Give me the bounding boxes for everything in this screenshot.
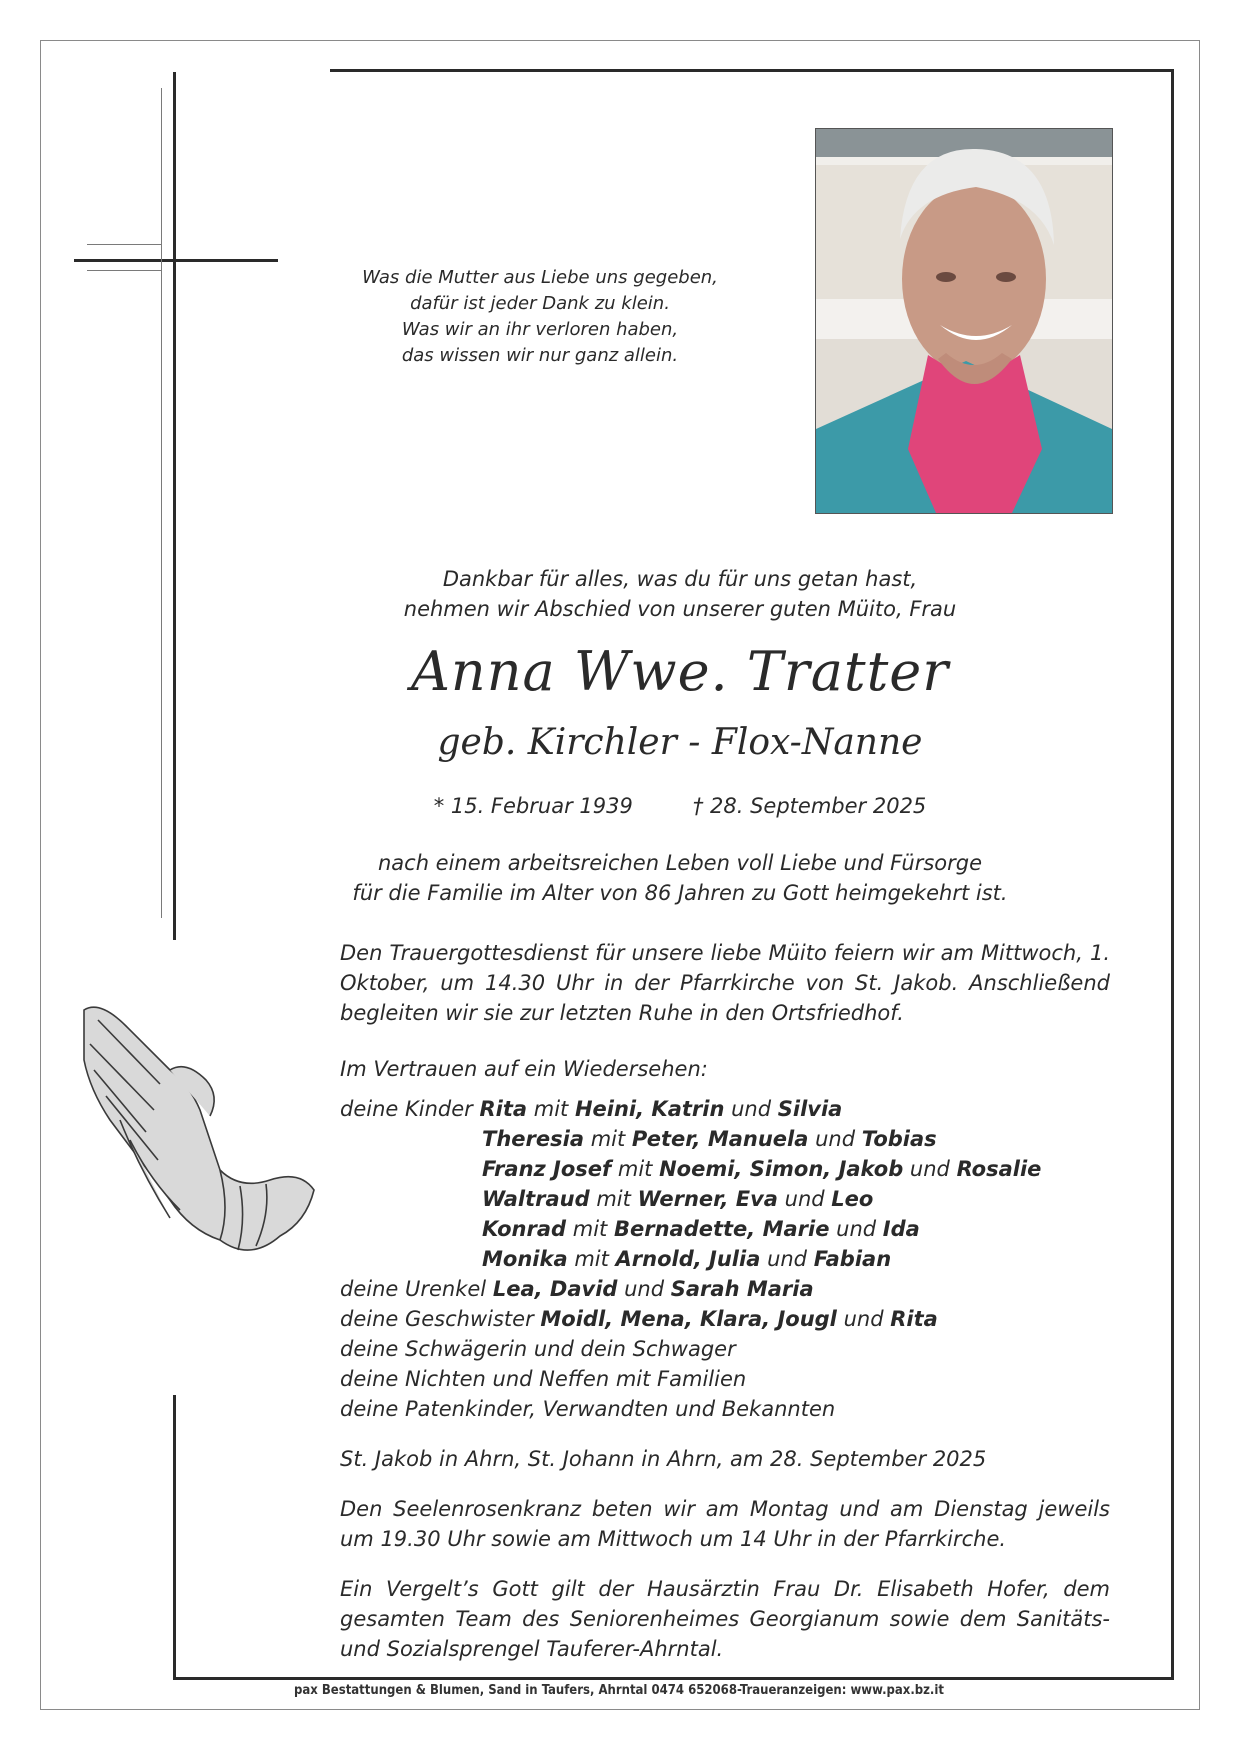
family-kids-row (482, 1214, 920, 1244)
life-summary (340, 848, 1020, 908)
grandkids-names: Peter, Manuela (631, 1127, 809, 1151)
intro-line: nehmen wir Abschied von unserer guten Müito, Frau (403, 597, 957, 621)
with-word: mit (572, 1217, 608, 1241)
rosary-text: Den Seelenrosenkranz beten wir am Montag und am Dienstag jeweils um 19.30 Uhr sowie am Mittwoch um 14 Uhr in der Pfarrkirche. (340, 1497, 1110, 1551)
grandkid-name: Rosalie (956, 1157, 1042, 1181)
greatgrandkids-label: deine Urenkel (340, 1277, 487, 1301)
grandkids-names: Noemi, Simon, Jakob (659, 1157, 904, 1181)
family-godkids-row: deine Patenkinder, Verwandten und Bekannten (340, 1397, 836, 1421)
family-inlaws-row: deine Schwägerin und dein Schwager (340, 1337, 736, 1361)
grandkid-name: Tobias (861, 1127, 937, 1151)
life-summary-line: nach einem arbeitsreichen Leben voll Liebe und Fürsorge (377, 851, 983, 875)
kid-name: Franz Josef (482, 1157, 612, 1181)
kid-name: Theresia (482, 1127, 584, 1151)
and-word: und (836, 1217, 877, 1241)
family-greatgrandkids-row (340, 1274, 814, 1304)
quote-line: Was die Mutter aus Liebe uns gegeben, (362, 267, 718, 288)
right-border-line (1171, 69, 1174, 1679)
memorial-quote (330, 265, 750, 369)
family-nieces-row: deine Nichten und Neffen mit Familien (340, 1367, 747, 1391)
grandkids-names: Bernadette, Marie (613, 1217, 830, 1241)
family-kids-row (340, 1094, 842, 1124)
with-word: mit (596, 1187, 631, 1211)
grandkid-name: Leo (831, 1187, 874, 1211)
intro-text (340, 564, 1020, 624)
grandkids-names: Werner, Eva (637, 1187, 778, 1211)
left-lower-border-line (173, 1395, 176, 1680)
and-word: und (909, 1157, 950, 1181)
and-word: und (815, 1127, 856, 1151)
grandkid-name: Fabian (813, 1247, 892, 1271)
family-kids-row (482, 1154, 1041, 1184)
greatgrandkid-name: Sarah Maria (670, 1277, 814, 1301)
with-word: mit (590, 1127, 626, 1151)
trust-line: Im Vertrauen auf ein Wiedersehen: (340, 1057, 708, 1081)
siblings-names: Moidl, Mena, Klara, Jougl (540, 1307, 837, 1331)
death-date: † 28. September 2025 (692, 794, 927, 818)
family-siblings-row (340, 1304, 938, 1334)
family-kids-row (482, 1244, 891, 1274)
sibling-name: Rita (890, 1307, 938, 1331)
and-word: und (731, 1097, 772, 1121)
and-word: und (784, 1187, 825, 1211)
top-border-line (330, 69, 1174, 72)
deceased-name: Anna Wwe. Tratter (410, 640, 950, 703)
with-word: mit (533, 1097, 569, 1121)
family-kids-row (482, 1124, 937, 1154)
quote-line: dafür ist jeder Dank zu klein. (410, 293, 670, 314)
and-word: und (843, 1307, 884, 1331)
kids-label: deine Kinder (340, 1097, 473, 1121)
birth-name: geb. Kirchler - Flox-Nanne (437, 722, 923, 763)
with-word: mit (574, 1247, 609, 1271)
portrait-photo (815, 128, 1113, 514)
place-date: St. Jakob in Ahrn, St. Johann in Ahrn, am 28. September 2025 (340, 1447, 987, 1471)
kid-name: Konrad (482, 1217, 567, 1241)
siblings-label: deine Geschwister (340, 1307, 534, 1331)
with-word: mit (617, 1157, 653, 1181)
grandkid-name: Ida (882, 1217, 920, 1241)
grandkids-names: Arnold, Julia (615, 1247, 761, 1271)
and-word: und (624, 1277, 665, 1301)
quote-line: Was wir an ihr verloren haben, (401, 319, 679, 340)
grandkid-name: Silvia (777, 1097, 843, 1121)
quote-line: das wissen wir nur ganz allein. (401, 345, 679, 366)
life-summary-line: für die Familie im Alter von 86 Jahren zu Gott heimgekehrt ist. (352, 881, 1008, 905)
intro-line: Dankbar für alles, was du für uns getan hast, (442, 567, 918, 591)
praying-hands-icon (70, 1000, 320, 1290)
funeral-service-text: Den Trauergottesdienst für unsere liebe Müito feiern wir am Mittwoch, 1. Oktober, um 14.30 Uhr in der Pfarrkirche von St. Jakob. Anschließend begleiten wir sie zur letzten Ruhe in den Ortsfriedhof. (340, 941, 1110, 1025)
family-kids-row (482, 1184, 873, 1214)
kid-name: Monika (482, 1247, 568, 1271)
kid-name: Rita (479, 1097, 528, 1121)
greatgrandkids-names: Lea, David (492, 1277, 618, 1301)
bottom-border-line (173, 1677, 1174, 1680)
and-word: und (767, 1247, 808, 1271)
life-dates (340, 794, 1020, 818)
birth-date: * 15. Februar 1939 (433, 794, 633, 818)
grandkids-names: Heini, Katrin (574, 1097, 725, 1121)
thanks-text: Ein Vergelt’s Gott gilt der Hausärztin Frau Dr. Elisabeth Hofer, dem gesamten Team des Seniorenheimes Georgianum sowie dem Sanitäts- und Sozialsprengel Tauferer-Ahrntal. (340, 1577, 1110, 1661)
footer-credit: pax Bestattungen & Blumen, Sand in Taufers, Ahrntal 0474 652068-Traueranzeigen: www.pax.bz.it (294, 1683, 944, 1698)
kid-name: Waltraud (482, 1187, 590, 1211)
